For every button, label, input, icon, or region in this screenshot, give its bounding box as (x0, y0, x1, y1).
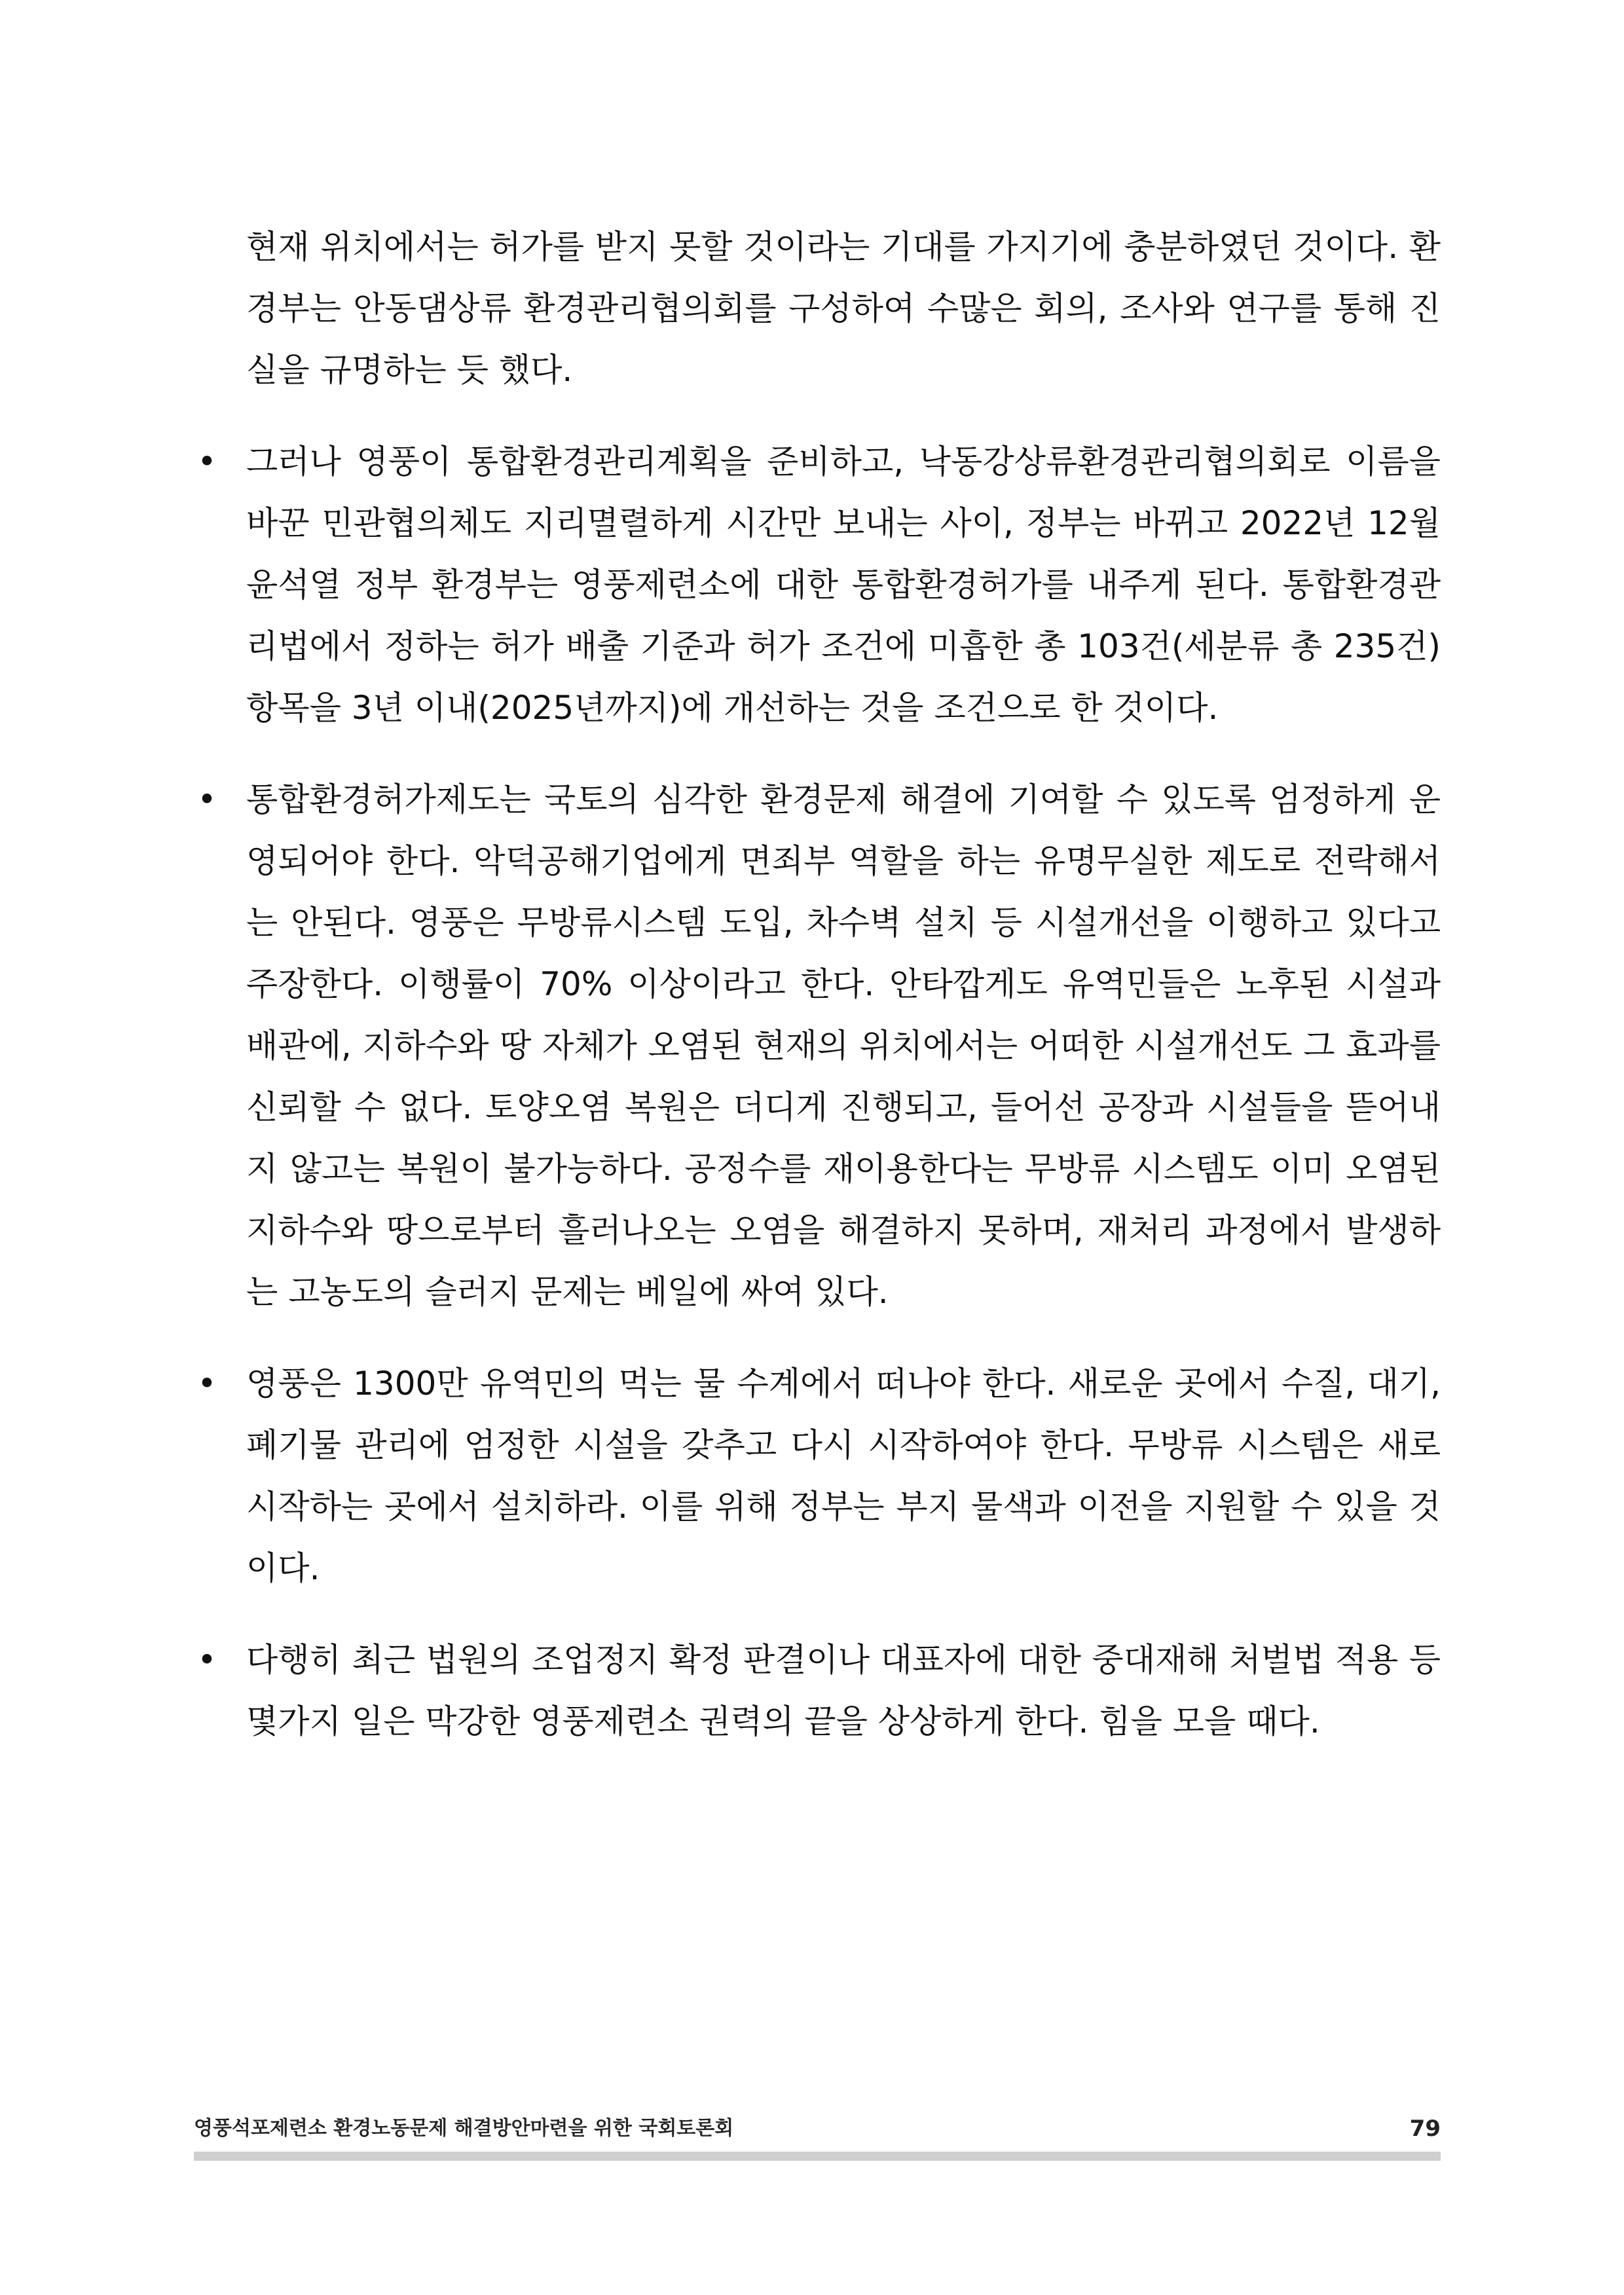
bullet-icon: • (197, 780, 217, 818)
page-number: 79 (1409, 2116, 1441, 2142)
bullet-item (194, 1629, 1441, 1752)
lead-paragraph: 현재 위치에서는 허가를 받지 못할 것이라는 기대를 가지기에 충분하였던 것이다. 환경부는 안동댐상류 환경관리협의회를 구성하여 수많은 회의, 조사와 연구를 통해 진실을 규명하는 듯 했다. (246, 228, 1441, 389)
bullet-item (194, 1353, 1441, 1599)
document-body (194, 216, 1441, 1782)
bullet-icon: • (197, 1365, 217, 1403)
bullet-item (194, 431, 1441, 739)
bullet-icon: • (197, 1641, 217, 1679)
bullet-text: 그러나 영풍이 통합환경관리계획을 준비하고, 낙동강상류환경관리협의회로 이름을 바꾼 민관협의체도 지리멸렬하게 시간만 보내는 사이, 정부는 바뀌고 2022년 12월 윤석열 정부 환경부는 영풍제련소에 대한 통합환경허가를 내주게 된다. 통합환경관리법에서 정하는 허가 배출 기준과 허가 조건에 미흡한 총 103건(세분류 총 235건) 항목을 3년 이내(2025년까지)에 개선하는 것을 조건으로 한 것이다. (246, 443, 1441, 727)
footer-divider (194, 2152, 1441, 2161)
bullet-text: 영풍은 1300만 유역민의 먹는 물 수계에서 떠나야 한다. 새로운 곳에서 수질, 대기, 폐기물 관리에 엄정한 시설을 갖추고 다시 시작하여야 한다. 무방류 시스템은 새로 시작하는 곳에서 설치하라. 이를 위해 정부는 부지 물색과 이전을 지원할 수 있을 것이다. (246, 1365, 1441, 1587)
bullet-item (194, 769, 1441, 1323)
bullet-text: 다행히 최근 법원의 조업정지 확정 판결이나 대표자에 대한 중대재해 처벌법 적용 등 몇가지 일은 막강한 영풍제련소 권력의 끝을 상상하게 한다. 힘을 모을 때다. (246, 1641, 1441, 1740)
page-footer (194, 2112, 1441, 2152)
bullet-list (194, 431, 1441, 1752)
footer-title: 영풍석포제련소 환경노동문제 해결방안마련을 위한 국회토론회 (194, 2117, 734, 2140)
bullet-text: 통합환경허가제도는 국토의 심각한 환경문제 해결에 기여할 수 있도록 엄정하게 운영되어야 한다. 악덕공해기업에게 면죄부 역할을 하는 유명무실한 제도로 전락해서는 안된다. 영풍은 무방류시스템 도입, 차수벽 설치 등 시설개선을 이행하고 있다고 주장한다. 이행률이 70% 이상이라고 한다. 안타깝게도 유역민들은 노후된 시설과 배관에, 지하수와 땅 자체가 오염된 현재의 위치에서는 어떠한 시설개선도 그 효과를 신뢰할 수 없다. 토양오염 복원은 더디게 진행되고, 들어선 공장과 시설들을 뜯어내지 않고는 복원이 불가능하다. 공정수를 재이용한다는 무방류 시스템도 이미 오염된 지하수와 땅으로부터 흘러나오는 오염을 해결하지 못하며, 재처리 과정에서 발생하는 고농도의 슬러지 문제는 베일에 싸여 있다. (246, 780, 1441, 1311)
bullet-icon: • (197, 443, 217, 481)
